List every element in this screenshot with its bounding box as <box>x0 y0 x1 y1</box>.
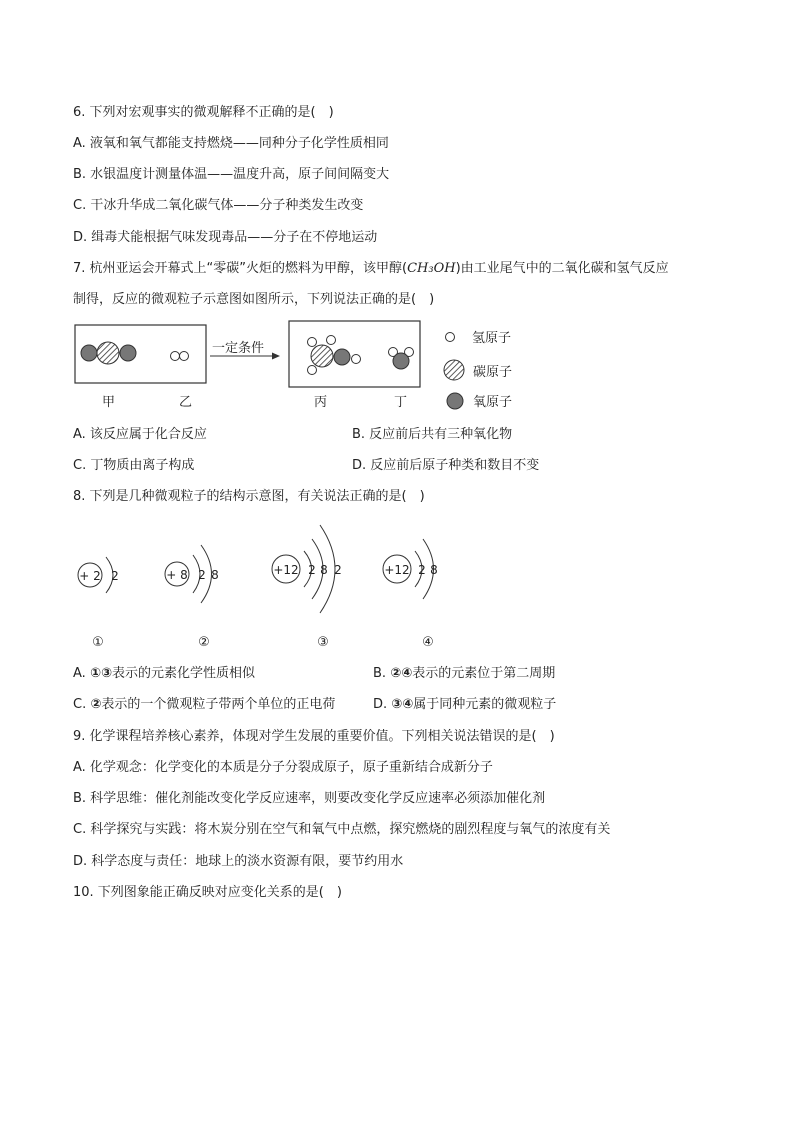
q8-option-b-marks: ②④ <box>390 666 413 681</box>
particle-1-nucleus: + 2 <box>79 569 101 583</box>
particle-1-shell-1: 2 <box>111 569 119 583</box>
q7-option-c: C. 丁物质由离子构成 <box>73 458 195 473</box>
particle-3-label: ③ <box>317 635 329 650</box>
q8-option-a-text: 表示的元素化学性质相似 <box>111 666 255 681</box>
particle-3-nucleus: +12 <box>273 563 299 577</box>
q6-option-a: A. 液氧和氧气都能支持燃烧——同种分子化学性质相同 <box>73 136 389 151</box>
q9-option-d: D. 科学态度与责任：地球上的淡水资源有限，要节约用水 <box>73 854 404 869</box>
legend-oxygen: 氧原子 <box>473 395 513 410</box>
q7-stem-line2: 制得，反应的微观粒子示意图如图所示，下列说法正确的是( ) <box>73 292 435 307</box>
h2-molecule <box>171 352 189 361</box>
q8-option-d <box>373 696 556 714</box>
q6-option-d: D. 缉毒犬能根据气味发现毒品——分子在不停地运动 <box>73 230 378 245</box>
particle-4-label: ④ <box>422 635 434 650</box>
q8-option-b-text: 表示的元素位于第二周期 <box>412 666 556 681</box>
q8-option-a-prefix: A. <box>73 666 90 681</box>
particle-2-label: ② <box>198 635 210 650</box>
particle-3-shell-3: 2 <box>334 563 342 577</box>
q9-stem: 9. 化学课程培养核心素养，体现对学生发展的重要价值。下列相关说法错误的是( ) <box>73 729 555 744</box>
hydrogen-atom-icon <box>446 333 455 342</box>
particle-2-nucleus: + 8 <box>166 568 188 582</box>
q8-option-b <box>373 665 555 683</box>
label-yi: 乙 <box>179 395 193 410</box>
q9-option-c: C. 科学探究与实践：将木炭分别在空气和氧气中点燃，探究燃烧的剧烈程度与氧气的浓度有关 <box>73 822 611 837</box>
q10-stem: 10. 下列图象能正确反映对应变化关系的是( ) <box>73 885 342 900</box>
particle-3-diagram <box>272 525 342 650</box>
q7-option-b: B. 反应前后共有三种氧化物 <box>352 427 513 442</box>
particle-4-shell-1: 2 <box>418 563 426 577</box>
atom-structure-diagrams <box>70 515 470 655</box>
q8-option-d-text: 属于同种元素的微观粒子 <box>413 697 557 712</box>
co2-molecule <box>81 342 136 364</box>
label-ding: 丁 <box>394 395 408 410</box>
particle-4-shell-2: 8 <box>430 563 438 577</box>
q6-stem: 6. 下列对宏观事实的微观解释不正确的是( ) <box>73 105 334 120</box>
particle-2-diagram <box>165 545 219 650</box>
q8-option-c <box>73 696 335 714</box>
q8-option-c-prefix: C. <box>73 697 91 712</box>
q8-option-c-text: 表示的一个微观粒子带两个单位的正电荷 <box>101 697 336 712</box>
q8-option-d-marks: ③④ <box>391 697 414 712</box>
particle-1-diagram <box>78 557 119 650</box>
q6-option-c: C. 干冰升华成二氧化碳气体——分子种类发生改变 <box>73 198 364 213</box>
q8-stem: 8. 下列是几种微观粒子的结构示意图，有关说法正确的是( ) <box>73 489 425 504</box>
legend-hydrogen: 氢原子 <box>472 331 512 346</box>
q7-stem-part-a: 7. 杭州亚运会开幕式上“零碳”火炬的燃料为甲醇，该甲醇( <box>73 261 408 276</box>
q8-option-b-prefix: B. <box>373 666 391 681</box>
q9-option-a: A. 化学观念：化学变化的本质是分子分裂成原子，原子重新结合成新分子 <box>73 760 493 775</box>
particle-1-label: ① <box>92 635 104 650</box>
particle-4-nucleus: +12 <box>384 563 410 577</box>
q8-option-a <box>73 665 255 683</box>
oxygen-atom-icon <box>447 393 463 409</box>
q7-stem-part-b: )由工业尾气中的二氧化碳和氢气反应 <box>455 261 669 276</box>
legend-carbon: 碳原子 <box>473 365 513 380</box>
q8-option-c-marks: ② <box>90 697 102 712</box>
carbon-atom-icon <box>444 360 464 380</box>
reaction-diagram <box>70 315 540 415</box>
q7-stem <box>73 260 669 278</box>
particle-3-shell-2: 8 <box>320 563 328 577</box>
methanol-formula: CH₃OH <box>407 261 456 276</box>
particle-2-shell-2: 8 <box>211 568 219 582</box>
reaction-condition: 一定条件 <box>212 341 265 356</box>
label-jia: 甲 <box>102 395 116 410</box>
label-bing: 丙 <box>314 395 328 410</box>
q8-option-a-marks: ①③ <box>89 666 112 681</box>
methanol-molecule <box>308 336 361 375</box>
q8-option-d-prefix: D. <box>373 697 392 712</box>
q7-option-a: A. 该反应属于化合反应 <box>73 427 207 442</box>
q7-option-d: D. 反应前后原子种类和数目不变 <box>352 458 540 473</box>
particle-4-diagram <box>383 539 438 650</box>
particle-3-shell-1: 2 <box>308 563 316 577</box>
particle-2-shell-1: 2 <box>198 568 206 582</box>
q6-option-b: B. 水银温度计测量体温——温度升高，原子间间隔变大 <box>73 167 390 182</box>
water-molecule <box>389 348 414 370</box>
q9-option-b: B. 科学思维：催化剂能改变化学反应速率，则要改变化学反应速率必须添加催化剂 <box>73 791 546 806</box>
